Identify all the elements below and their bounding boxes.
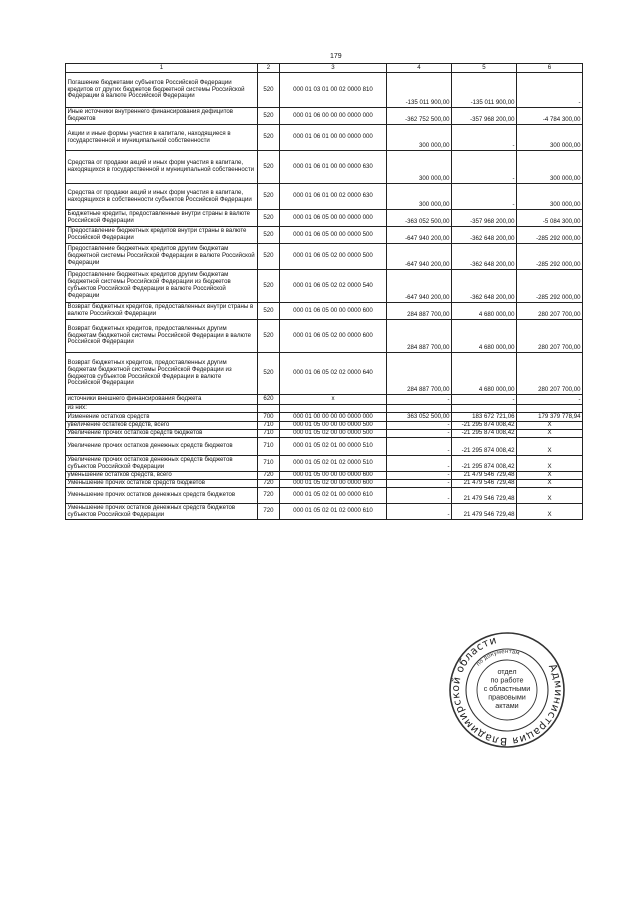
row-kbk-cell: 000 01 06 05 00 00 0000 600 [280,303,387,320]
row-amount-approved-cell: -647 940 200,00 [387,244,452,270]
row-code-cell: 520 [258,210,280,227]
table-row [66,430,583,438]
row-amount-unexecuted-cell: 280 207 700,00 [517,320,583,353]
row-amount-approved-cell: - [387,480,452,488]
row-code-cell: 710 [258,438,280,456]
table-row [66,270,583,303]
page-number: 179 [330,53,342,60]
row-name-cell: Изменение остатков средств [66,413,258,422]
row-amount-executed-cell: -21 295 874 008,42 [452,422,517,430]
row-amount-unexecuted-cell: 280 207 700,00 [517,353,583,395]
table-row [66,472,583,480]
row-amount-approved-cell: 363 052 500,00 [387,413,452,422]
row-amount-executed-cell: -21 295 874 008,42 [452,438,517,456]
row-amount-executed-cell: - [452,125,517,151]
row-amount-approved-cell: - [387,472,452,480]
row-amount-unexecuted-cell: 300 000,00 [517,151,583,184]
row-code-cell: 710 [258,422,280,430]
row-name-cell: Возврат бюджетных кредитов, предоставленных внутри страны в валюте Российской Федерации [66,303,258,320]
row-amount-approved-cell: -647 940 200,00 [387,270,452,303]
row-amount-unexecuted-cell: - [517,395,583,405]
row-name-cell: Предоставление бюджетных кредитов внутри страны в валюте Российской Федерации [66,227,258,244]
row-amount-executed-cell: -21 295 874 008,42 [452,456,517,472]
stamp-center-text [484,667,531,710]
table-row [66,210,583,227]
stamp-center-line: по работе [490,675,524,685]
row-amount-executed-cell: -357 968 200,00 [452,210,517,227]
table-row [66,488,583,504]
row-amount-unexecuted-cell [517,405,583,413]
row-name-cell: увеличение остатков средств, всего [66,422,258,430]
row-kbk-cell: 000 01 05 02 01 00 0000 510 [280,438,387,456]
row-kbk-cell: 000 01 06 05 02 02 0000 640 [280,353,387,395]
row-code-cell: 520 [258,227,280,244]
row-amount-approved-cell: -647 940 200,00 [387,227,452,244]
table-row [66,456,583,472]
row-code-cell: 520 [258,184,280,210]
row-code-cell: 700 [258,413,280,422]
row-amount-unexecuted-cell: 300 000,00 [517,125,583,151]
row-amount-executed-cell: -362 648 200,00 [452,227,517,244]
table-row [66,504,583,520]
header-row [66,64,583,73]
column-header: 2 [258,64,280,73]
row-name-cell: Возврат бюджетных кредитов, предоставленных другим бюджетам бюджетной системы Российской Федерации из бюджетов субъектов Российской Федерации в валюте Российской Федерации [66,353,258,395]
row-name-cell: Уменьшение прочих остатков средств бюджетов [66,480,258,488]
row-kbk-cell: 000 01 05 02 00 00 0000 500 [280,430,387,438]
row-name-cell: Возврат бюджетных кредитов, предоставленных другим бюджетам бюджетной системы Российской Федерации в валюте Российской Федерации [66,320,258,353]
row-code-cell: 520 [258,270,280,303]
table-row [66,244,583,270]
row-name-cell: Предоставление бюджетных кредитов другим бюджетам бюджетной системы Российской Федерации в валюте Российской Федерации [66,244,258,270]
column-header: 1 [66,64,258,73]
table-row [66,227,583,244]
table-row [66,303,583,320]
row-kbk-cell: 000 01 00 00 00 00 0000 000 [280,413,387,422]
row-amount-executed-cell: -362 648 200,00 [452,270,517,303]
row-code-cell: 720 [258,504,280,520]
row-amount-executed-cell: 21 479 546 729,48 [452,488,517,504]
row-amount-approved-cell: - [387,395,452,405]
row-amount-approved-cell: 284 887 700,00 [387,353,452,395]
row-amount-approved-cell: 284 887 700,00 [387,320,452,353]
row-amount-executed-cell: - [452,184,517,210]
row-code-cell: 520 [258,125,280,151]
row-amount-unexecuted-cell: -285 292 000,00 [517,244,583,270]
column-header: 4 [387,64,452,73]
row-amount-unexecuted-cell: X [517,438,583,456]
stamp-inner-text: по документам [475,648,521,668]
row-code-cell: 720 [258,480,280,488]
row-kbk-cell: 000 01 05 02 00 00 0000 600 [280,480,387,488]
row-amount-executed-cell: - [452,151,517,184]
row-amount-approved-cell: 300 000,00 [387,125,452,151]
row-name-cell: из них: [66,405,258,413]
row-code-cell: 720 [258,488,280,504]
row-kbk-cell: 000 01 06 01 00 00 0000 630 [280,151,387,184]
row-amount-executed-cell: -362 648 200,00 [452,244,517,270]
row-amount-unexecuted-cell: 300 000,00 [517,184,583,210]
row-kbk-cell: 000 01 05 02 01 02 0000 510 [280,456,387,472]
stamp-center-line: актами [495,701,519,710]
table-row [66,151,583,184]
row-code-cell: 520 [258,151,280,184]
row-name-cell: уменьшение остатков средств, всего [66,472,258,480]
table-row [66,405,583,413]
table-row [66,184,583,210]
row-kbk-cell: 000 01 06 05 02 02 0000 540 [280,270,387,303]
row-amount-executed-cell: 4 680 000,00 [452,353,517,395]
row-kbk-cell: 000 01 06 01 00 02 0000 630 [280,184,387,210]
row-code-cell: 520 [258,73,280,108]
row-name-cell: источники внешнего финансирования бюджета [66,395,258,405]
row-name-cell: Акции и иные формы участия в капитале, находящиеся в государственной и муниципальной собственности [66,125,258,151]
row-kbk-cell: 000 01 05 00 00 00 0000 600 [280,472,387,480]
row-amount-executed-cell: -21 295 874 008,42 [452,430,517,438]
column-header: 3 [280,64,387,73]
row-amount-approved-cell: - [387,438,452,456]
row-amount-executed-cell: 183 672 721,06 [452,413,517,422]
row-code-cell: 520 [258,353,280,395]
row-amount-approved-cell: - [387,504,452,520]
row-amount-approved-cell: - [387,422,452,430]
row-amount-unexecuted-cell: -5 084 300,00 [517,210,583,227]
row-amount-unexecuted-cell: 179 379 778,94 [517,413,583,422]
row-amount-executed-cell: 4 680 000,00 [452,320,517,353]
row-code-cell: 520 [258,108,280,125]
row-amount-unexecuted-cell: X [517,504,583,520]
row-amount-approved-cell: 300 000,00 [387,184,452,210]
row-code-cell: 520 [258,320,280,353]
row-amount-executed-cell: -357 968 200,00 [452,108,517,125]
stamp-center-line: с областными [483,684,531,693]
row-name-cell: Погашение бюджетами субъектов Российской Федерации кредитов от других бюджетов бюджетной системы Российской Федерации в валюте Российской Федерации [66,73,258,108]
row-kbk-cell: x [280,395,387,405]
row-name-cell: Увеличение прочих остатков денежных средств бюджетов субъектов Российской Федерации [66,456,258,472]
stamp-center-line: отдел [497,667,517,676]
row-amount-approved-cell: -363 052 500,00 [387,210,452,227]
table-row [66,108,583,125]
row-amount-executed-cell: 4 680 000,00 [452,303,517,320]
row-amount-unexecuted-cell: X [517,472,583,480]
row-amount-unexecuted-cell: X [517,430,583,438]
row-amount-unexecuted-cell: X [517,480,583,488]
row-kbk-cell: 000 01 06 01 00 00 0000 000 [280,125,387,151]
row-amount-approved-cell: 300 000,00 [387,151,452,184]
row-kbk-cell: 000 01 05 00 00 00 0000 500 [280,422,387,430]
table-row [66,395,583,405]
row-name-cell: Увеличение прочих остатков средств бюджетов [66,430,258,438]
table-row [66,422,583,430]
row-code-cell [258,405,280,413]
row-name-cell: Средства от продажи акций и иных форм участия в капитале, находящихся в собственности субъектов Российской Федерации [66,184,258,210]
row-name-cell: Уменьшение прочих остатков денежных средств бюджетов субъектов Российской Федерации [66,504,258,520]
row-name-cell: Уменьшение прочих остатков денежных средств бюджетов [66,488,258,504]
row-amount-unexecuted-cell: - [517,73,583,108]
row-code-cell: 710 [258,430,280,438]
budget-sources-table [65,63,583,520]
row-amount-unexecuted-cell: -285 292 000,00 [517,227,583,244]
row-amount-executed-cell: 21 479 546 729,48 [452,480,517,488]
table-row [66,413,583,422]
row-kbk-cell: 000 01 05 02 01 00 0000 610 [280,488,387,504]
row-amount-approved-cell: - [387,456,452,472]
official-stamp [447,630,567,750]
row-code-cell: 620 [258,395,280,405]
table-row [66,320,583,353]
row-amount-approved-cell: 284 887 700,00 [387,303,452,320]
row-kbk-cell: 000 01 06 05 02 00 0000 600 [280,320,387,353]
row-amount-approved-cell [387,405,452,413]
table-row [66,480,583,488]
table-row [66,353,583,395]
column-header: 5 [452,64,517,73]
row-amount-unexecuted-cell: X [517,422,583,430]
row-name-cell: Предоставление бюджетных кредитов другим бюджетам бюджетной системы Российской Федерации из бюджетов субъектов Российской Федерации в валюте Российской Федерации [66,270,258,303]
row-code-cell: 720 [258,472,280,480]
row-kbk-cell: 000 01 06 05 02 00 0000 500 [280,244,387,270]
row-kbk-cell: 000 01 06 05 00 00 0000 000 [280,210,387,227]
table-row [66,125,583,151]
row-name-cell: Увеличение прочих остатков денежных средств бюджетов [66,438,258,456]
row-amount-approved-cell: - [387,488,452,504]
row-code-cell: 520 [258,303,280,320]
row-amount-approved-cell: -362 752 500,00 [387,108,452,125]
row-kbk-cell: 000 01 03 01 00 02 0000 810 [280,73,387,108]
table-row [66,438,583,456]
row-amount-unexecuted-cell: X [517,456,583,472]
row-kbk-cell: 000 01 06 00 00 00 0000 000 [280,108,387,125]
row-amount-unexecuted-cell: 280 207 700,00 [517,303,583,320]
row-code-cell: 520 [258,244,280,270]
row-amount-unexecuted-cell: X [517,488,583,504]
row-amount-unexecuted-cell: -285 292 000,00 [517,270,583,303]
row-amount-executed-cell: 21 479 546 729,48 [452,472,517,480]
stamp-center-line: правовыми [488,692,526,702]
row-kbk-cell [280,405,387,413]
row-amount-executed-cell [452,405,517,413]
table-row [66,73,583,108]
table-body [66,73,583,520]
row-amount-approved-cell: - [387,430,452,438]
stamp-outer-text: Администрация Владимирской области [449,634,565,748]
row-name-cell: Бюджетные кредиты, предоставленные внутри страны в валюте Российской Федерации [66,210,258,227]
row-amount-executed-cell: -135 011 900,00 [452,73,517,108]
column-header: 6 [517,64,583,73]
row-kbk-cell: 000 01 05 02 01 02 0000 610 [280,504,387,520]
row-name-cell: Средства от продажи акций и иных форм участия в капитале, находящихся в государственной и муниципальной собственности [66,151,258,184]
row-amount-executed-cell: - [452,395,517,405]
row-code-cell: 710 [258,456,280,472]
row-amount-approved-cell: -135 011 900,00 [387,73,452,108]
row-amount-executed-cell: 21 479 546 729,48 [452,504,517,520]
row-amount-unexecuted-cell: -4 784 300,00 [517,108,583,125]
row-kbk-cell: 000 01 06 05 00 00 0000 500 [280,227,387,244]
row-name-cell: Иные источники внутреннего финансирования дефицитов бюджетов [66,108,258,125]
